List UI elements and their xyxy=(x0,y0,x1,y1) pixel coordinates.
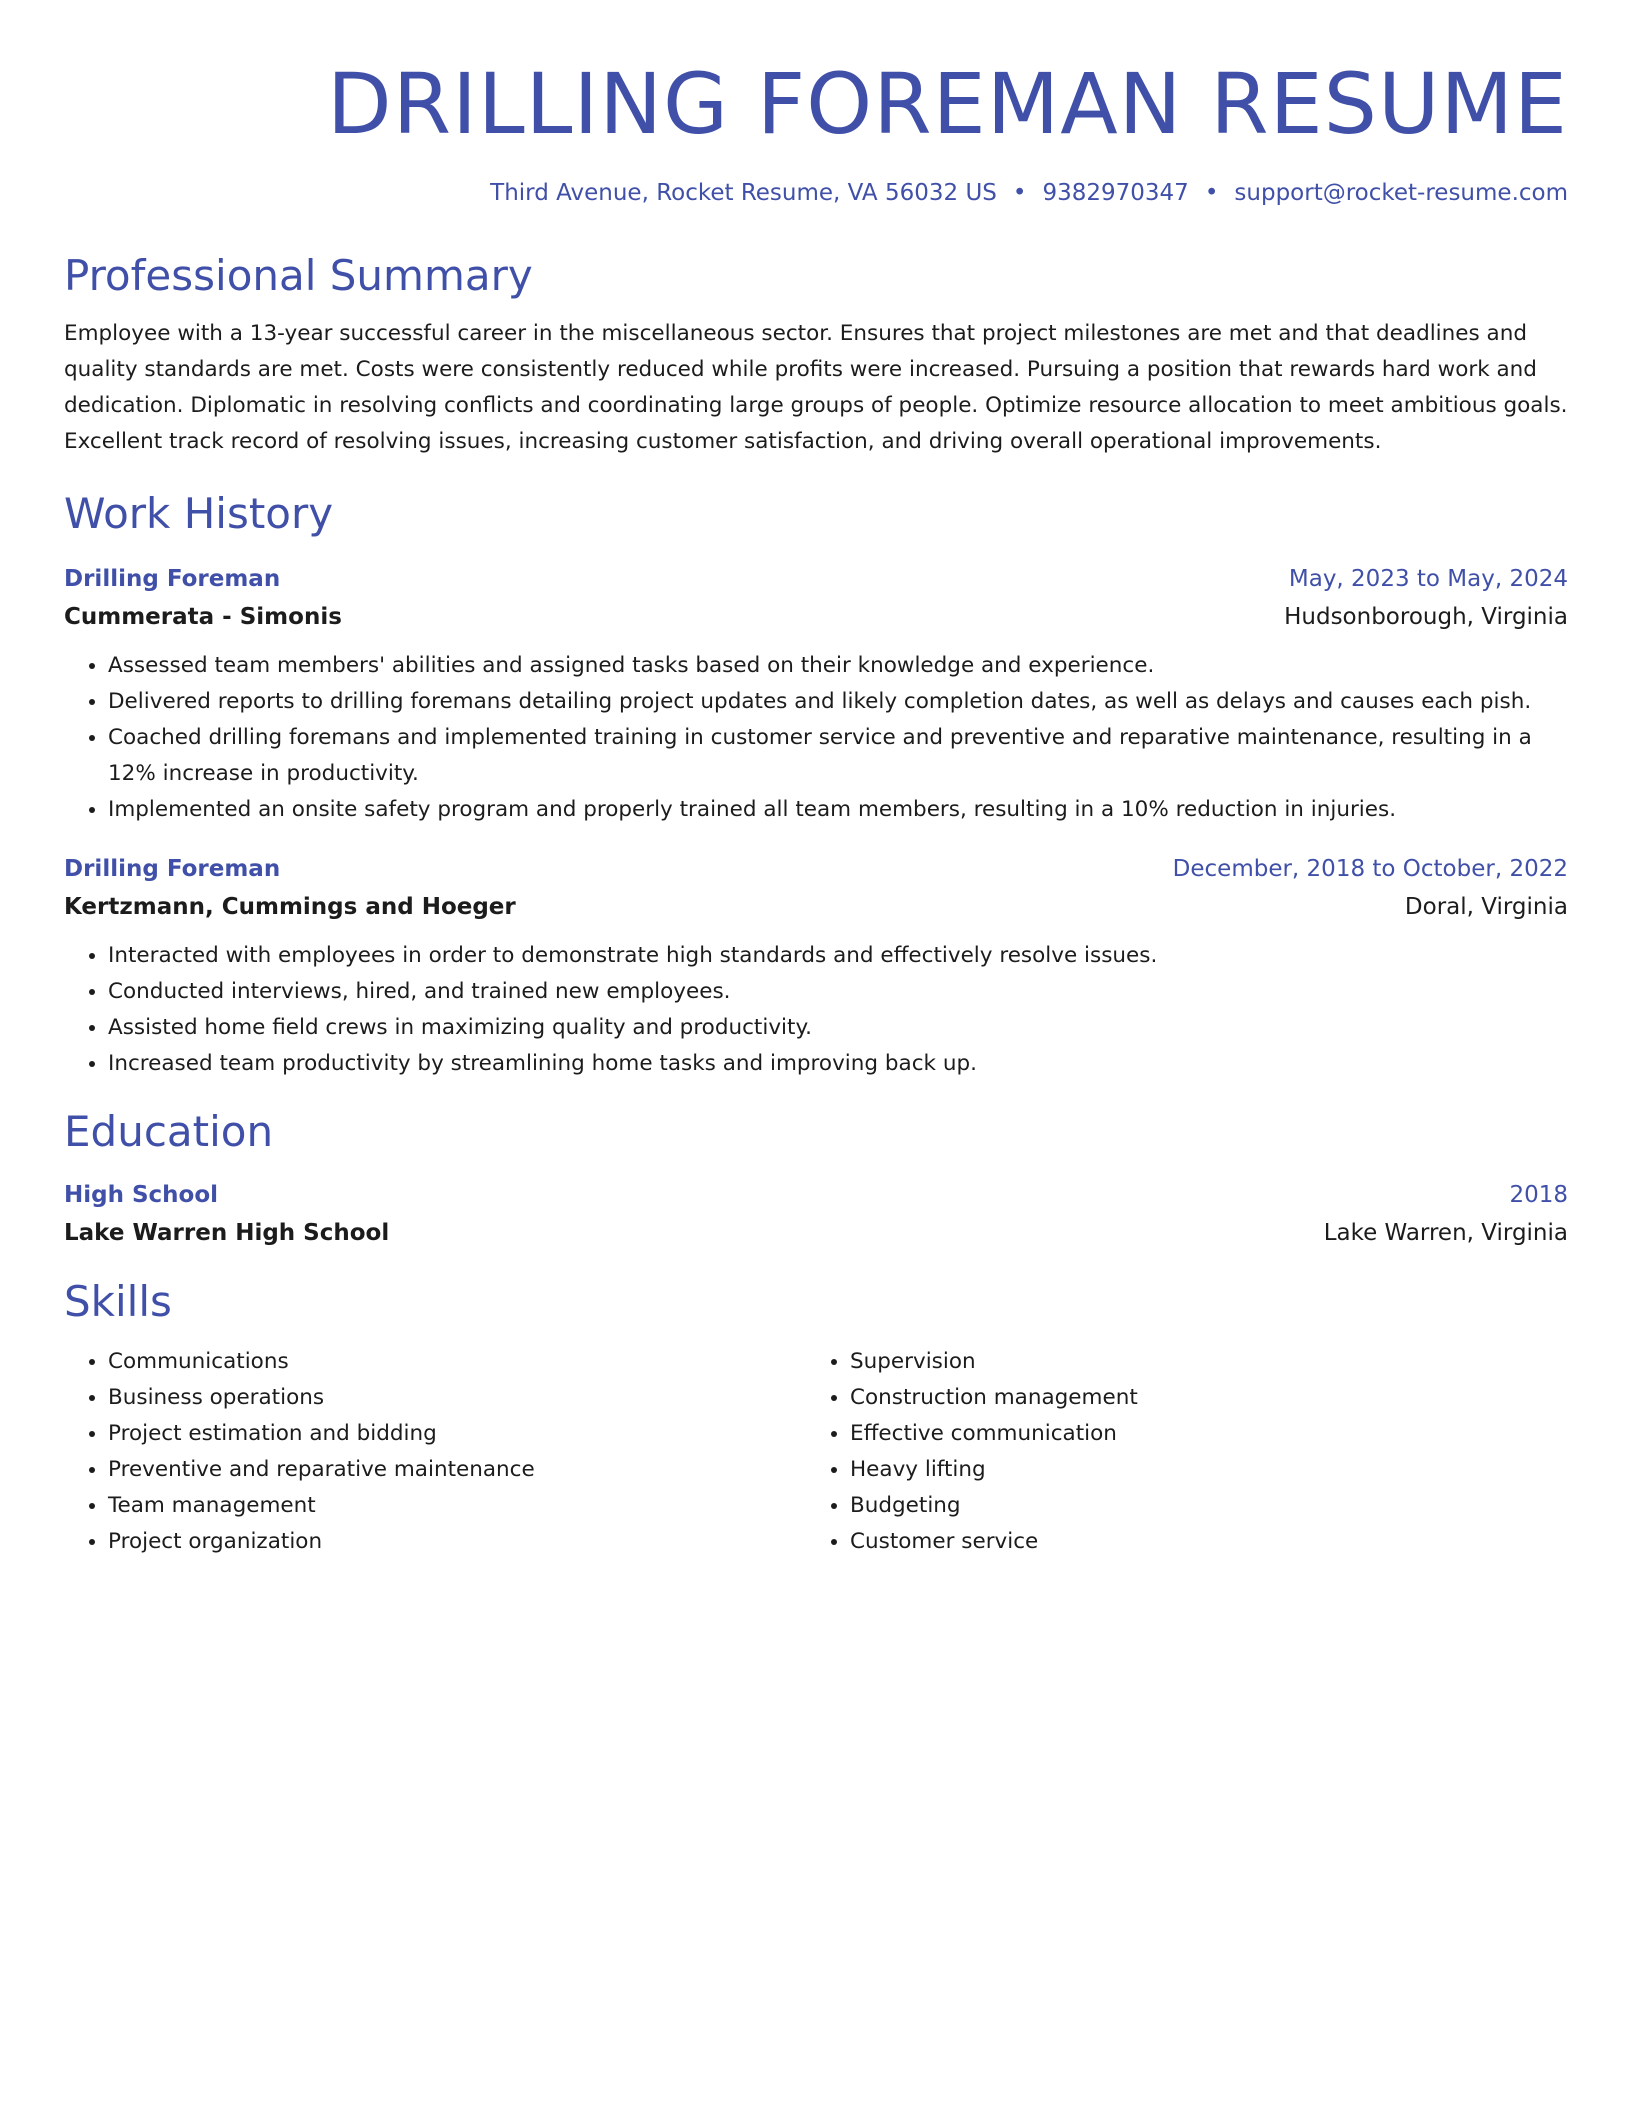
skill-item: • Supervision xyxy=(850,1344,1548,1380)
skill-item: • Team management xyxy=(108,1488,806,1524)
education-year: 2018 xyxy=(1509,1182,1568,1208)
skills-heading: Skills xyxy=(64,1277,172,1326)
skill-item: • Budgeting xyxy=(850,1488,1548,1524)
contact-address: Third Avenue, Rocket Resume, VA 56032 US xyxy=(490,180,997,206)
skill-item: • Preventive and reparative maintenance xyxy=(108,1452,806,1488)
resume-page xyxy=(64,0,1568,1560)
skills-column-left xyxy=(64,1344,806,1560)
skill-item: • Project estimation and bidding xyxy=(108,1416,806,1452)
job-bullets xyxy=(64,938,1568,1082)
skill-item: • Project organization xyxy=(108,1524,806,1560)
job-dates: December, 2018 to October, 2022 xyxy=(1172,856,1568,882)
job-bullet: • Conducted interviews, hired, and trained new employees. xyxy=(108,974,1568,1010)
education-school: Lake Warren High School xyxy=(64,1220,390,1246)
job-dates: May, 2023 to May, 2024 xyxy=(1288,566,1568,592)
job-bullet: • Coached drilling foremans and implemented training in customer service and preventive and reparative maintenance, resulting in a 12% increase in productivity. xyxy=(108,720,1568,792)
skill-item: • Communications xyxy=(108,1344,806,1380)
skill-item: • Effective communication xyxy=(850,1416,1548,1452)
summary-text: Employee with a 13-year successful career in the miscellaneous sector. Ensures that project milestones are met and that deadlines and quality standards are met. Costs were consistently reduced while profits were increased. Pursuing a position that rewards hard work and dedication. Diplomatic in resolving conflicts and coordinating large groups of people. Optimize resource allocation to meet ambitious goals. Excellent track record of resolving issues, increasing customer satisfaction, and driving overall operational improvements. xyxy=(64,321,1568,454)
contact-separator: • xyxy=(1204,180,1219,206)
resume-header xyxy=(64,56,1568,208)
job-bullet: • Interacted with employees in order to demonstrate high standards and effectively resolve issues. xyxy=(108,938,1568,974)
skills-list xyxy=(64,1344,1568,1560)
skill-item: • Customer service xyxy=(850,1524,1548,1560)
education-location: Lake Warren, Virginia xyxy=(1323,1220,1568,1246)
job-company: Kertzmann, Cummings and Hoeger xyxy=(64,894,516,920)
contact-separator: • xyxy=(1012,180,1027,206)
job-location: Hudsonborough, Virginia xyxy=(1284,604,1568,630)
education-entry xyxy=(64,1176,1568,1252)
job-entry xyxy=(64,560,1568,828)
contact-email: support@rocket-resume.com xyxy=(1234,180,1568,206)
job-bullet: • Implemented an onsite safety program and properly trained all team members, resulting in a 10% reduction in injuries. xyxy=(108,792,1568,828)
education-heading: Education xyxy=(64,1107,274,1156)
education-degree: High School xyxy=(64,1182,219,1208)
skills-column-right xyxy=(806,1344,1548,1560)
work-history-heading: Work History xyxy=(64,489,334,538)
summary-heading: Professional Summary xyxy=(64,251,533,300)
job-company: Cummerata - Simonis xyxy=(64,604,342,630)
job-bullet: • Delivered reports to drilling foremans detailing project updates and likely completion dates, as well as delays and causes each pish. xyxy=(108,684,1568,720)
job-bullet: • Assessed team members' abilities and assigned tasks based on their knowledge and experience. xyxy=(108,648,1568,684)
job-role: Drilling Foreman xyxy=(64,856,281,882)
skill-item: • Heavy lifting xyxy=(850,1452,1548,1488)
job-bullets xyxy=(64,648,1568,828)
job-bullet: • Increased team productivity by streamlining home tasks and improving back up. xyxy=(108,1046,1568,1082)
contact-line xyxy=(64,178,1568,208)
skill-item: • Construction management xyxy=(850,1380,1548,1416)
resume-title: DRILLING FOREMAN RESUME xyxy=(327,55,1568,153)
contact-phone: 9382970347 xyxy=(1042,180,1189,206)
skill-item: • Business operations xyxy=(108,1380,806,1416)
job-bullet: • Assisted home field crews in maximizing quality and productivity. xyxy=(108,1010,1568,1046)
job-role: Drilling Foreman xyxy=(64,566,281,592)
job-location: Doral, Virginia xyxy=(1404,894,1568,920)
job-entry xyxy=(64,850,1568,1082)
